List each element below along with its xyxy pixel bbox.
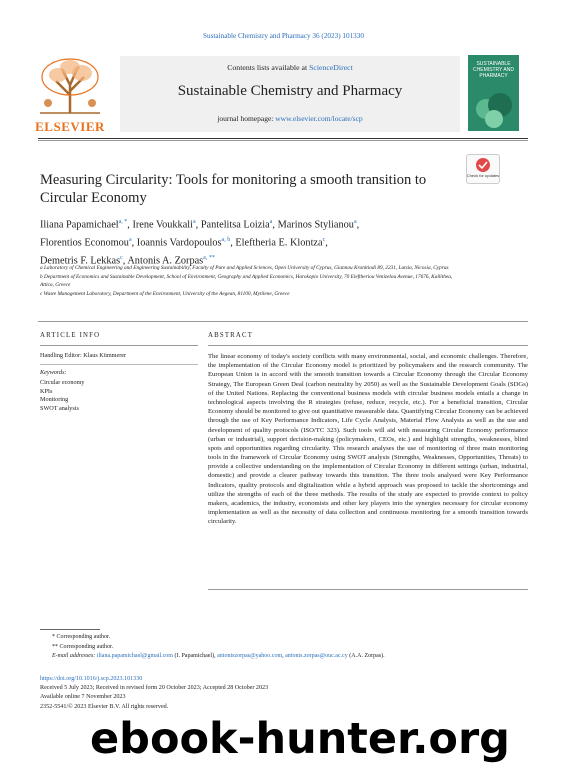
article-title: Measuring Circularity: Tools for monitoring a smooth transition to Circular Economy (40, 172, 427, 206)
email-label: E-mail addresses: (52, 653, 97, 659)
check-updates-icon (467, 155, 499, 183)
contents-line (120, 63, 460, 72)
author-separator: , (127, 219, 133, 231)
cover-title: SUSTAINABLE CHEMISTRY AND PHARMACY (473, 61, 514, 79)
author-separator: , (272, 219, 278, 231)
author-affiliation-marker[interactable]: a (128, 236, 132, 243)
affiliations (40, 264, 460, 298)
header-rule (38, 138, 528, 139)
author-separator: , (195, 219, 201, 231)
homepage-link[interactable]: www.elsevier.com/locate/scp (275, 114, 363, 123)
keyword: SWOT analysis (40, 404, 79, 412)
author-name[interactable]: Antonis A. Zorpas (127, 255, 204, 267)
email-owner: (A.A. Zorpas). (347, 653, 385, 659)
author-affiliation-marker[interactable]: a, * (118, 219, 128, 225)
author-separator: , (356, 219, 360, 231)
footnote-rule (40, 629, 100, 630)
author-separator: , (131, 237, 137, 249)
header-rule-thin (38, 140, 528, 141)
email-link[interactable]: antonis.zorpas@ouc.ac.cy (285, 653, 348, 659)
email-link[interactable]: antoniszorpas@yahoo.com (217, 653, 283, 659)
author-affiliation-marker[interactable]: a (269, 219, 273, 225)
author-affiliation-marker[interactable]: a (353, 219, 357, 225)
article-info-divider (40, 364, 198, 365)
author-name[interactable]: Demetris F. Lekkas (40, 255, 121, 267)
corresponding-author-note: * Corresponding author. (52, 634, 111, 640)
keywords-list (40, 379, 85, 413)
author-affiliation-marker[interactable]: c (120, 254, 123, 261)
homepage-line (120, 114, 460, 123)
received-dates: Received 5 July 2023; Received in revised form 20 October 2023; Accepted 28 October 2023 (40, 685, 269, 692)
author-name[interactable]: Irene Voukkali (132, 219, 193, 231)
email-link[interactable]: iliana.papamichael@gmail.com (96, 653, 173, 659)
journal-cover-image (468, 55, 519, 131)
journal-reference[interactable]: Sustainable Chemistry and Pharmacy 36 (2023) 101330 (203, 32, 364, 40)
publisher-name: ELSEVIER (35, 119, 105, 134)
author-affiliation-marker[interactable]: a, ** (203, 254, 215, 261)
affiliation-b: b Department of Economics and Sustainable Development, School of Environment, Geography and Applied Economics, Harokopio University, 70 Eleftheriou Venizelou Avenue, 17676, Kallithea, Attica, Greece (40, 273, 453, 288)
handling-editor: Handling Editor: Klaus Kümmerer (40, 352, 127, 359)
author-affiliation-marker[interactable]: a (192, 219, 196, 225)
corresponding-author-note: ** Corresponding author. (52, 643, 114, 650)
email-separator: , (282, 653, 286, 659)
author-name[interactable]: Eleftheria E. Klontza (235, 237, 323, 249)
doi-link[interactable]: https://doi.org/10.1016/j.scp.2023.101330 (40, 676, 143, 682)
author-name[interactable]: Pantelitsa Loizia (200, 219, 270, 231)
section-rule (38, 321, 528, 322)
article-info-rule (40, 345, 198, 346)
abstract-text: The linear economy of today's society conflicts with many environmental, social, and economic challenges. Therefore, the implementation of the Circular Economy model is prioritized by policymakers and the research community. The European Union is in accord with the smooth transition towards a Circular Economy through the Circular Economy Strategy, The European Green Deal (carbon neutrality by 2050) as well as the Sustainable Development Goals (SDGs) of the United Nations. Replacing the conventional business models with circular business models entails a change in technological aspects involving the R strategies (refuse, reduce, recycle, etc.). For a beneficial transition, Circular Economy should be monitored to give out quantitative measurable data. Quantifying Circular Economy can be achieved through the use of Key Performance Indicators, Life Cycle Analysis, Material Flow Analysis as well as the use and development of quality protocols (ISO/TC 323). Such tools will aid with measuring Circular Economy performance (urban or industrial), support decision-making (policymakers, CEOs, etc.) and highlight strengths, weaknesses, blind spots and opportunities regarding circularity. This research analyses the use of monitoring of three main monitoring tools in the framework of Circular Economy using SWOT analysis (Strengths, Weaknesses, Opportunities, Threats) to provide a collective understanding on the implementation of Circular Economy in different settings (urban, industrial, domestic) and provide a clearer pathway towards this transition. The three tools analysed were Key Performance Indicators, quality protocols and digitalization while a hybrid approach was proposed to tackle the shortcomings and utilize the strengths of each of the three methods. The results of the study are expected to provide context to policy makers, academics, the industry, economists and other key players into the synergies necessary for circular economy implementation as well as the necessity of data collection and continuous monitoring for a smooth transition towards circularity. (208, 353, 528, 526)
email-owner: (I. Papamichael), (172, 653, 218, 659)
check-updates-label: Check for updates (467, 173, 499, 178)
journal-title: Sustainable Chemistry and Pharmacy (177, 83, 403, 99)
author-name[interactable]: Marinos Stylianou (277, 219, 354, 231)
abstract-bottom-rule (208, 589, 528, 590)
author-separator: , (230, 237, 236, 249)
abstract-heading: ABSTRACT (208, 332, 254, 339)
author-name[interactable]: Iliana Papamichael (40, 219, 119, 231)
copyright: 2352-5541/© 2023 Elsevier B.V. All rights reserved. (40, 703, 169, 710)
author-affiliation-marker[interactable]: c (322, 236, 326, 243)
author-list (40, 215, 480, 269)
homepage-prefix: journal homepage: (217, 114, 276, 123)
author-name[interactable]: Ioannis Vardopoulos (136, 237, 222, 249)
email-addresses (52, 652, 385, 662)
keyword: KPIs (40, 387, 53, 395)
watermark: ebook-hunter.org (90, 714, 510, 764)
affiliation-c: c Waste Management Laboratory, Department of the Environment, University of the Aegean, 81100, Mytilene, Greece (40, 290, 290, 297)
author-name[interactable]: Florentios Economou (40, 237, 129, 249)
author-separator: , (325, 237, 328, 249)
keyword: Monitoring (40, 396, 69, 403)
keyword: Circular economy (40, 379, 85, 386)
author-separator: , (122, 255, 128, 267)
publication-meta (40, 675, 268, 712)
abstract-rule (208, 345, 528, 346)
affiliation-a: a Laboratory of Chemical Engineering and Engineering Sustainability, Faculty of Pure and Applied Sciences, Open University of Cyprus, Giannou Kranitiodi 89, 2231, Latsia, Nicosia, Cyprus (40, 265, 449, 271)
check-for-updates-button[interactable] (466, 154, 500, 184)
sciencedirect-link[interactable]: ScienceDirect (309, 63, 353, 72)
article-info-heading: ARTICLE INFO (40, 332, 101, 339)
footnotes (52, 633, 113, 652)
available-online: Available online 7 November 2023 (40, 694, 126, 701)
contents-prefix: Contents lists available at (227, 63, 310, 72)
keywords-heading: Keywords: (40, 369, 67, 376)
author-affiliation-marker[interactable]: a, b (221, 236, 231, 243)
